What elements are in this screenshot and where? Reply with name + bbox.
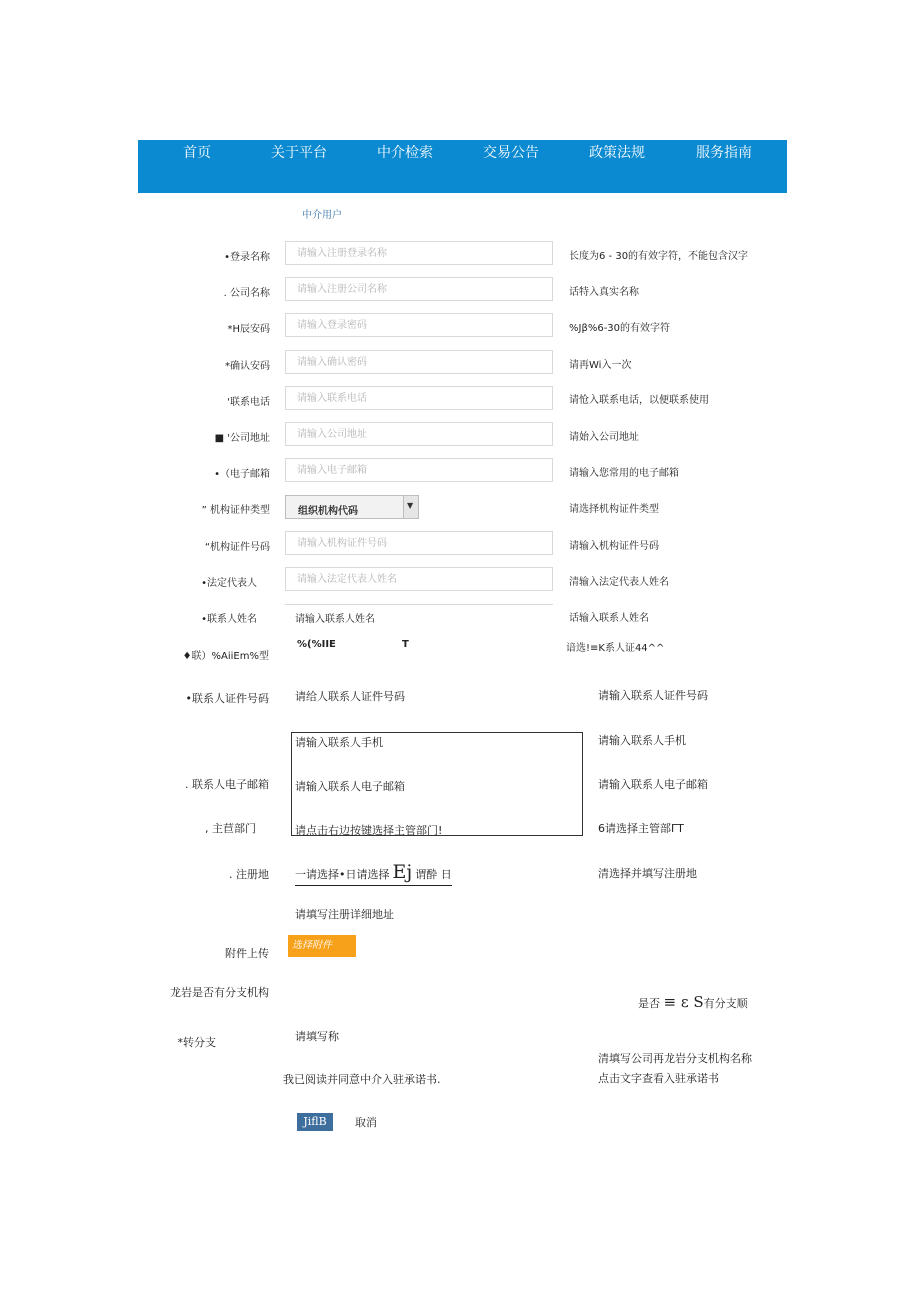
cert-type-label: ” 机构证仲类型 [201, 505, 270, 516]
phone-input[interactable] [285, 386, 553, 410]
contact-mobile-hint: 请输入联系人手机 [598, 734, 686, 747]
email-label: •（电子邮箱 [214, 469, 270, 480]
reg-place-label: . 注册地 [229, 868, 269, 881]
department-input[interactable]: 请点击右边按键选择主管部门! [295, 824, 443, 837]
top-nav [138, 140, 787, 193]
has-branch-label: 龙岩是否有分支机构 [170, 986, 269, 999]
contact-name-hint: 话输入联系人姓名 [569, 613, 649, 624]
legal-rep-input[interactable] [285, 567, 553, 591]
address-input[interactable] [285, 422, 553, 446]
legal-rep-label: •法定代表人 [201, 578, 257, 589]
cert-type-hint: 请选择机构证件类型 [569, 504, 659, 515]
choose-file-button[interactable]: 选择附件 [288, 935, 356, 957]
reg-place-select-end[interactable]: 谓酔 日 [415, 868, 452, 881]
contact-email-label: . 联系人电子邮箱 [185, 778, 269, 791]
contact-name-input[interactable]: 请输入联系人姓名 [295, 614, 375, 625]
phone-hint: 请怆入联系电话，以便联系使用 [569, 395, 709, 406]
contact-cert-type-select[interactable]: %(%IIE [297, 639, 336, 650]
contact-cert-type-arrow[interactable]: T [402, 639, 409, 650]
submit-button[interactable]: JiflB [297, 1113, 333, 1131]
department-label: , 主苣部门 [205, 822, 256, 835]
company-name-hint: 话特入真实名称 [569, 287, 639, 298]
company-name-input[interactable] [285, 277, 553, 301]
confirm-password-hint: 请再Wi入一次 [569, 360, 632, 371]
address-label: ■ '公司地址 [214, 433, 270, 444]
nav-home[interactable]: 首页 [183, 145, 211, 161]
password-input[interactable] [285, 313, 553, 337]
cert-no-hint: 请输入机构证件号码 [569, 541, 659, 552]
cert-type-value: 组织机构代码 [298, 506, 358, 517]
reg-place-select-tail[interactable]: Ej [392, 861, 413, 883]
has-branch-suffix: 有分支顺 [703, 997, 748, 1010]
cert-type-select[interactable] [285, 495, 419, 519]
attachment-label: 附件上传 [225, 947, 269, 960]
has-branch-prefix: 是否 [638, 997, 660, 1010]
company-name-label: . 公司名称 [223, 288, 270, 299]
branch-input[interactable]: 请填写称 [295, 1030, 339, 1043]
dropdown-button[interactable] [403, 496, 418, 518]
reg-address-input[interactable]: 请填写注册详细地址 [295, 908, 394, 921]
confirm-password-label: *确认安码 [225, 361, 270, 372]
phone-label: '联系电话 [227, 397, 270, 408]
department-hint: 6请选择主管部ΓΤ [598, 822, 684, 835]
login-name-hint: 长度为6 - 30的有效字符，不能包含汉字 [569, 251, 749, 262]
reg-place-hint: 清选择并填写注册地 [598, 867, 697, 880]
contact-cert-type-hint: 谙选!≡K系人证44^^ [566, 643, 665, 654]
contact-cert-no-label: •联系人证件号码 [185, 692, 269, 705]
nav-about[interactable]: 关于平台 [271, 145, 327, 161]
has-branch-radio-group[interactable] [638, 993, 748, 1011]
nav-guide[interactable]: 服务指南 [696, 145, 752, 161]
email-input[interactable] [285, 458, 553, 482]
cert-no-label: “机构证件号码 [204, 542, 270, 553]
field-top-border [285, 604, 553, 605]
chevron-down-icon: ▼ [407, 501, 414, 510]
cert-no-input[interactable] [285, 531, 553, 555]
agreement-checkbox-label[interactable]: 我已阅读并同意中介入驻承诺书. [283, 1073, 441, 1086]
section-title: 中介用户 [302, 210, 342, 221]
has-branch-radios[interactable]: ≡ ε S [663, 993, 704, 1011]
email-hint: 请输入您常用的电子邮箱 [569, 468, 679, 479]
nav-announce[interactable]: 交易公告 [483, 145, 539, 161]
login-name-input[interactable] [285, 241, 553, 265]
contact-email-input[interactable]: 请输入联系人电子邮箱 [295, 780, 405, 793]
nav-search[interactable]: 中介检索 [377, 145, 433, 161]
contact-name-label: •联系人姓名 [201, 614, 257, 625]
contact-cert-no-hint: 请输入联系人证件号码 [598, 689, 708, 702]
nav-policy[interactable]: 政策法规 [589, 145, 645, 161]
contact-cert-no-input[interactable]: 请给人联系人证件号码 [295, 690, 405, 703]
branch-label: *转分支 [177, 1036, 216, 1049]
login-name-label: •登录名称 [224, 252, 270, 263]
confirm-password-input[interactable] [285, 350, 553, 374]
reg-place-selects[interactable] [295, 862, 452, 886]
agreement-hint: 点击文字查看入驻承诺书 [598, 1072, 719, 1085]
password-label: *H辰安码 [227, 324, 270, 335]
reg-place-select[interactable]: 一请选择•日请选择 [295, 868, 390, 881]
address-hint: 请始入公司地址 [569, 432, 639, 443]
password-hint: %Jβ%6-30的有效字符 [569, 323, 671, 334]
branch-hint: 清填写公司再龙岩分支机构名称 [598, 1052, 752, 1065]
contact-cert-type-label: ♦联）%AiiEm%型 [182, 651, 269, 662]
contact-mobile-input[interactable]: 请输入联系人手机 [295, 736, 383, 749]
legal-rep-hint: 清输入法定代表人姓名 [569, 577, 669, 588]
cancel-button[interactable]: 取消 [355, 1116, 377, 1129]
contact-email-hint: 请输入联系人电子邮箱 [598, 778, 708, 791]
